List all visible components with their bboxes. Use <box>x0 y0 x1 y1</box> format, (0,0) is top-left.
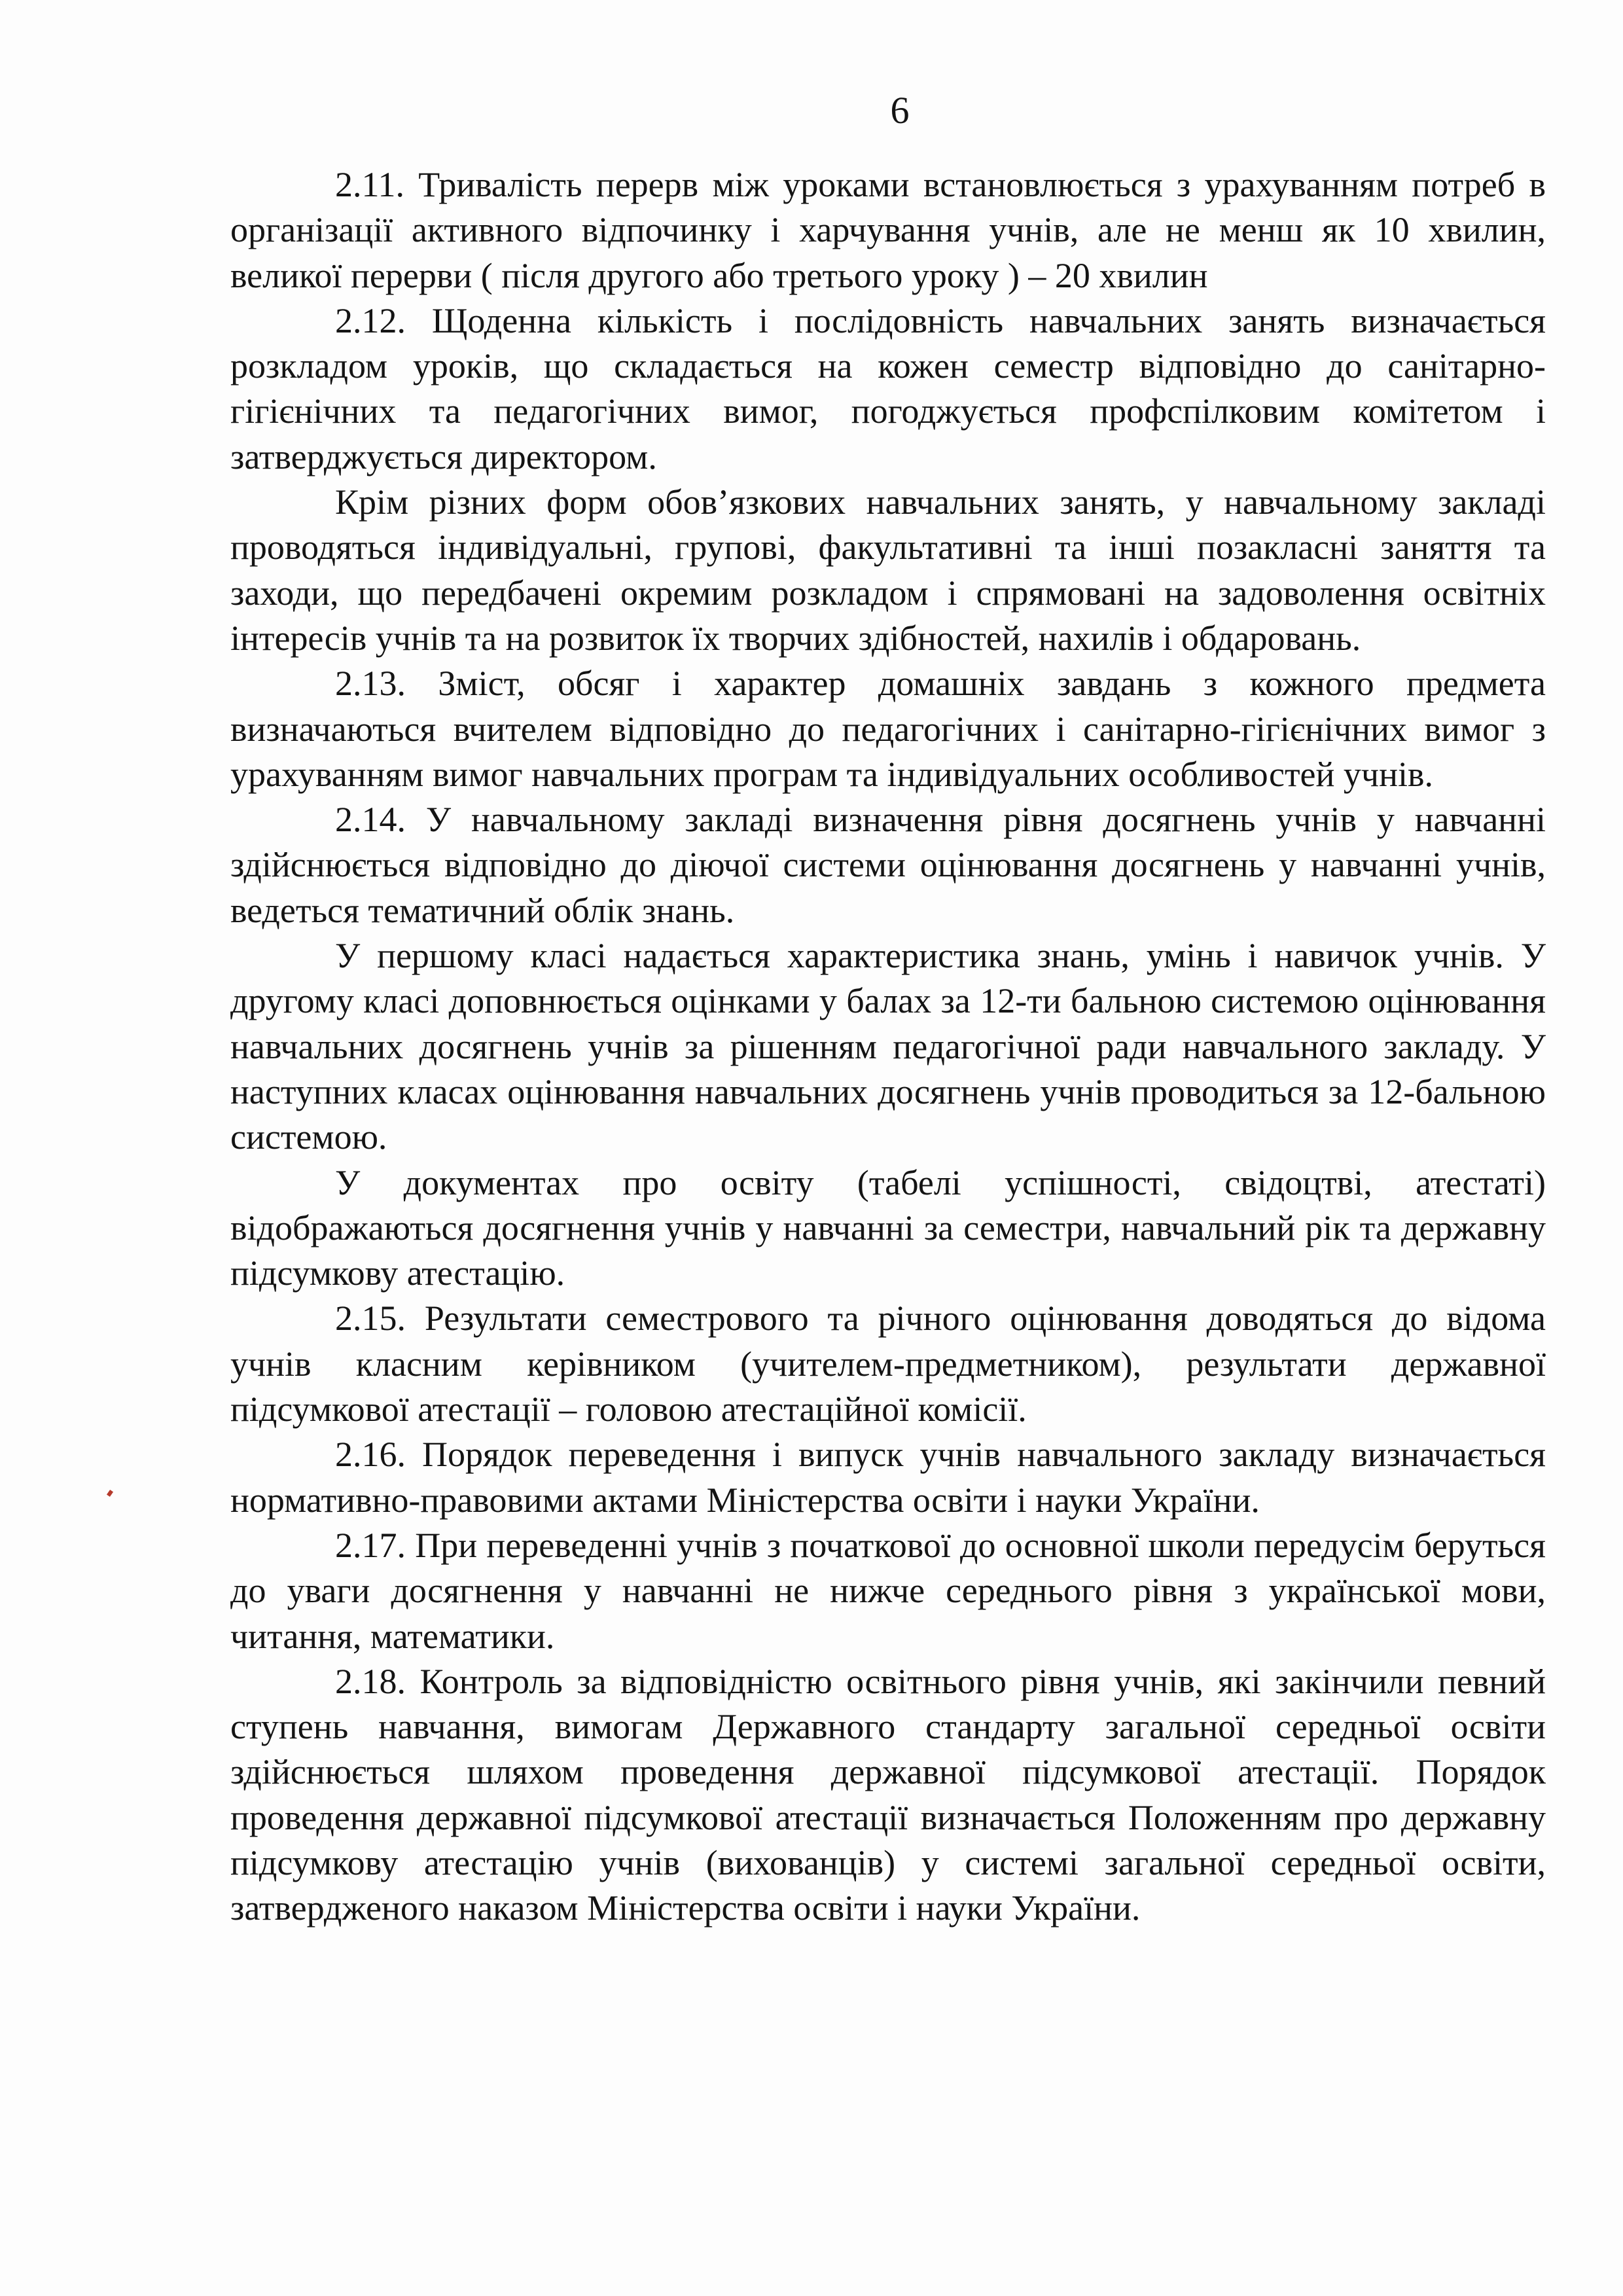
paragraph-2-13: 2.13. Зміст, обсяг і характер домашніх завдань з кожного предмета визначаються вчителем відповідно до педагогічних і санітарно-гігієнічних вимог з урахуванням вимог навчальних програм та індивідуальних особливостей учнів. <box>230 664 1546 794</box>
paragraph-2-16: 2.16. Порядок переведення і випуск учнів навчального закладу визначається нормативно-правовими актами Міністерства освіти і науки України. <box>230 1435 1546 1520</box>
paragraph-2-17: 2.17. При переведенні учнів з початкової до основної школи передусім беруться до уваги досягнення у навчанні не нижче середнього рівня з української мови, читання, математики. <box>230 1525 1546 1656</box>
paragraph-grading: У першому класі надається характеристика знань, умінь і навичок учнів. У другому класі доповнюється оцінками у балах за 12-ти бальною системою оцінювання навчальних досягнень учнів за рішенням педагогічної ради навчального закладу. У наступних класах оцінювання навчальних досягнень учнів проводиться за 12-бальною системою. <box>230 936 1546 1157</box>
paragraph-2-14: 2.14. У навчальному закладі визначення рівня досягнень учнів у навчанні здійснюється відповідно до діючої системи оцінювання досягнень у навчанні учнів, ведеться тематичний облік знань. <box>230 800 1546 930</box>
paragraph-2-12: 2.12. Щоденна кількість і послідовність навчальних занять визначається розкладом уроків, що складається на кожен семестр відповідно до санітарно-гігієнічних та педагогічних вимог, погоджується профспілковим комітетом і затверджується директором. <box>230 300 1546 476</box>
paragraph-2-18: 2.18. Контроль за відповідністю освітнього рівня учнів, які закінчили певний ступень навчання, вимогам Державного стандарту загальної середньої освіти здійснюється шляхом проведення державної підсумкової атестації. Порядок проведення державної підсумкової атестації визначається Положенням про державну підсумкову атестацію учнів (вихованців) у системі загальної середньої освіти, затвердженого наказом Міністерства освіти і науки України. <box>230 1661 1546 1928</box>
page-number: 6 <box>890 89 910 132</box>
document-body <box>230 162 1546 1931</box>
paragraph-2-15: 2.15. Результати семестрового та річного оцінювання доводяться до відома учнів класним керівником (учителем-предметником), результати державної підсумкової атестації – головою атестаційної комісії. <box>230 1299 1546 1429</box>
paragraph-extracurricular: Крім різних форм обов’язкових навчальних занять, у навчальному закладі проводяться індивідуальні, групові, факультативні та інші позакласні заняття та заходи, що передбачені окремим розкладом і спрямовані на задоволення освітніх інтересів учнів та на розвиток їх творчих здібностей, нахилів і обдаровань. <box>230 482 1546 658</box>
red-pen-mark <box>107 1490 113 1497</box>
paragraph-documents: У документах про освіту (табелі успішності, свідоцтві, атестаті) відображаються досягнення учнів у навчанні за семестри, навчальний рік та державну підсумкову атестацію. <box>230 1162 1546 1293</box>
paragraph-2-11: 2.11. Тривалість перерв між уроками встановлюється з урахуванням потреб в організації активного відпочинку і харчування учнів, але не менш як 10 хвилин, великої перерви ( після другого або третього уроку ) – 20 хвилин <box>230 165 1546 295</box>
